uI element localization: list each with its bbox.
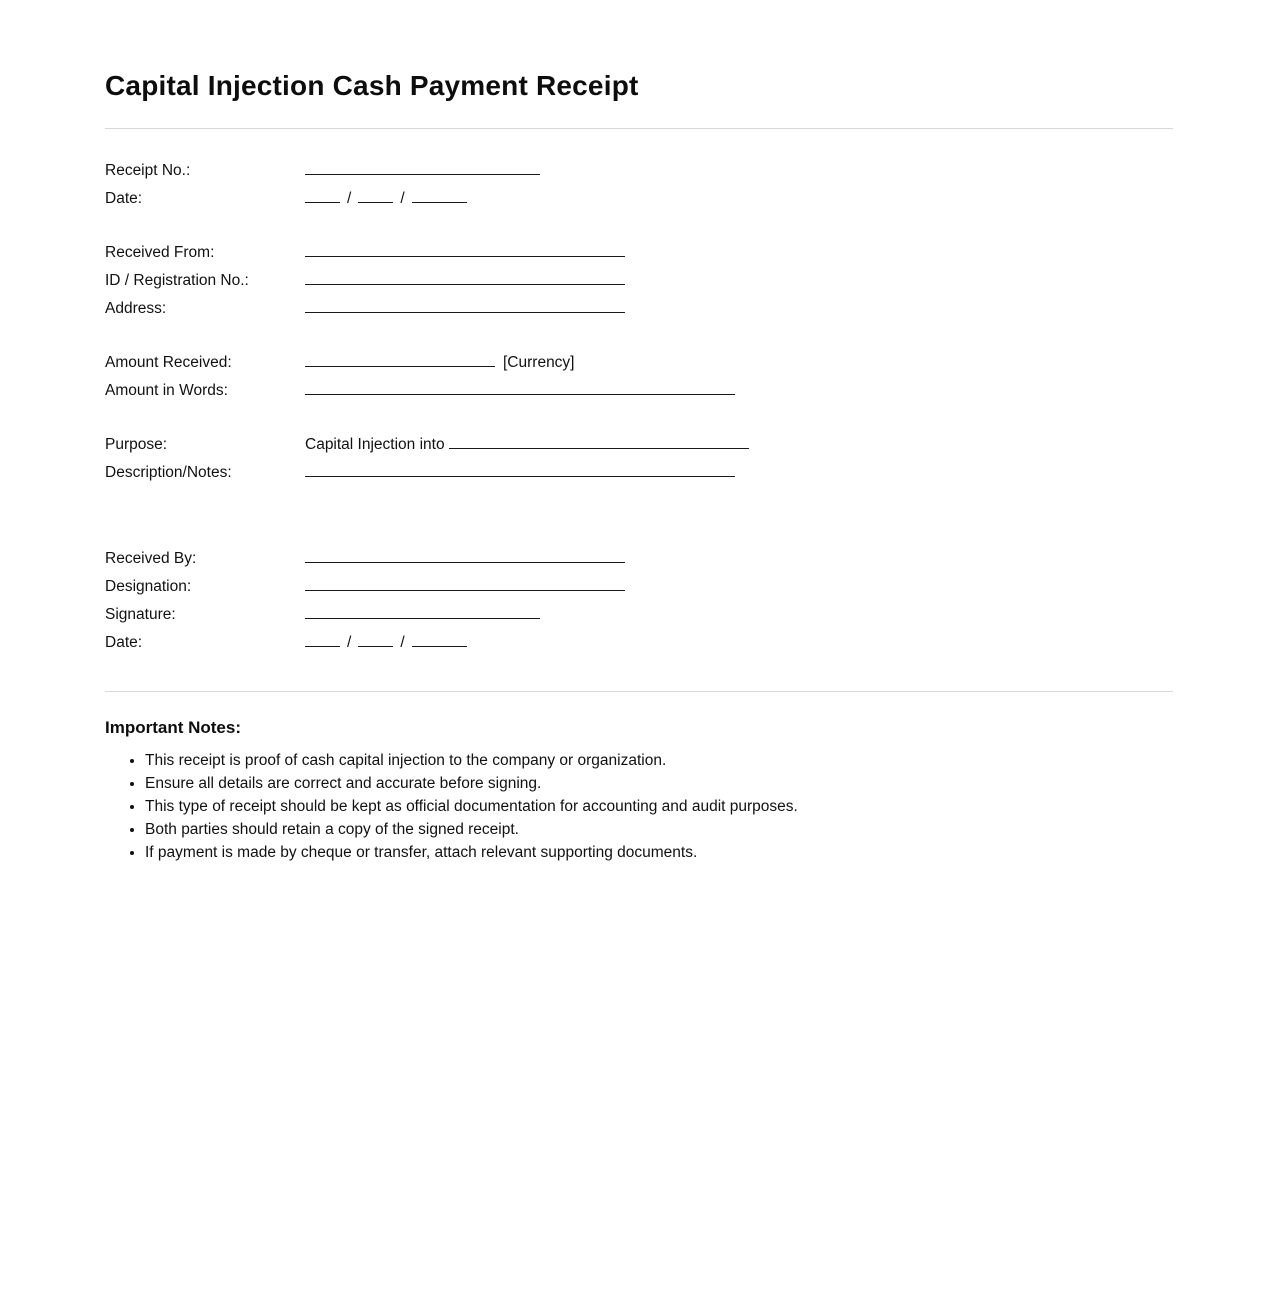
list-item: • This type of receipt should be kept as official documentation for accounting and audit purposes. <box>145 796 1173 817</box>
field-row-address <box>105 295 1173 323</box>
amount-in-words-blank-line[interactable] <box>305 379 735 395</box>
purpose-value[interactable] <box>305 431 749 459</box>
designation-label: Designation: <box>105 578 192 595</box>
id-registration-blank-line[interactable] <box>305 269 625 285</box>
purpose-prefix-text: Capital Injection into <box>305 436 445 453</box>
spacer-2 <box>105 323 1173 349</box>
receipt-no-value[interactable] <box>305 157 540 185</box>
date-value[interactable] <box>305 185 467 213</box>
id-registration-value[interactable] <box>305 267 625 295</box>
address-label: Address: <box>105 300 167 317</box>
receipt-no-blank-line[interactable] <box>305 159 540 175</box>
signature-date-separator-2: / <box>400 634 405 651</box>
currency-placeholder: [Currency] <box>503 354 575 371</box>
field-row-designation <box>105 573 1173 601</box>
field-row-received-by <box>105 545 1173 573</box>
signature-date-separator-1: / <box>347 634 352 651</box>
notes-divider <box>105 691 1173 692</box>
list-item: • This receipt is proof of cash capital injection to the company or organization. <box>145 750 1173 771</box>
amount-in-words-value[interactable] <box>305 377 735 405</box>
purpose-label: Purpose: <box>105 436 168 453</box>
field-row-amount-in-words <box>105 377 1173 405</box>
received-by-label: Received By: <box>105 550 197 567</box>
designation-blank-line[interactable] <box>305 575 625 591</box>
receipt-no-label: Receipt No.: <box>105 162 191 179</box>
date-day-blank[interactable] <box>305 187 340 203</box>
notes-title: Important Notes: <box>105 718 241 737</box>
signature-date-year-blank[interactable] <box>412 631 467 647</box>
field-row-received-from <box>105 239 1173 267</box>
spacer-1 <box>105 213 1173 239</box>
field-row-receipt-no <box>105 157 1173 185</box>
signature-date-day-blank[interactable] <box>305 631 340 647</box>
signature-value[interactable] <box>305 601 540 629</box>
purpose-blank-line[interactable] <box>449 433 749 449</box>
description-blank-line[interactable] <box>305 461 735 477</box>
list-item: • Both parties should retain a copy of the signed receipt. <box>145 819 1173 840</box>
amount-received-value[interactable] <box>305 349 575 377</box>
received-from-label: Received From: <box>105 244 215 261</box>
designation-value[interactable] <box>305 573 625 601</box>
notes-list <box>105 750 1173 863</box>
received-by-value[interactable] <box>305 545 625 573</box>
field-row-id-registration <box>105 267 1173 295</box>
spacer-4 <box>105 487 1173 545</box>
field-row-date <box>105 185 1173 213</box>
amount-received-blank-line[interactable] <box>305 351 495 367</box>
title-divider <box>105 128 1173 129</box>
date-year-blank[interactable] <box>412 187 467 203</box>
spacer-3 <box>105 405 1173 431</box>
received-by-blank-line[interactable] <box>305 547 625 563</box>
receipt-fields <box>105 157 1173 657</box>
field-row-purpose <box>105 431 1173 459</box>
amount-received-label: Amount Received: <box>105 354 232 371</box>
amount-in-words-label: Amount in Words: <box>105 382 228 399</box>
signature-date-label: Date: <box>105 634 143 651</box>
important-notes-section <box>105 718 1173 863</box>
signature-blank-line[interactable] <box>305 603 540 619</box>
date-separator-2: / <box>400 190 405 207</box>
id-registration-label: ID / Registration No.: <box>105 272 249 289</box>
date-separator-1: / <box>347 190 352 207</box>
list-item: • Ensure all details are correct and accurate before signing. <box>145 773 1173 794</box>
address-blank-line[interactable] <box>305 297 625 313</box>
field-row-signature-date <box>105 629 1173 657</box>
field-row-signature <box>105 601 1173 629</box>
field-row-description <box>105 459 1173 487</box>
address-value[interactable] <box>305 295 625 323</box>
signature-date-value[interactable] <box>305 629 467 657</box>
received-from-value[interactable] <box>305 239 625 267</box>
page-title: Capital Injection Cash Payment Receipt <box>105 70 639 101</box>
received-from-blank-line[interactable] <box>305 241 625 257</box>
list-item: • If payment is made by cheque or transfer, attach relevant supporting documents. <box>145 842 1173 863</box>
signature-date-month-blank[interactable] <box>358 631 393 647</box>
description-label: Description/Notes: <box>105 464 232 481</box>
description-value[interactable] <box>305 459 735 487</box>
date-month-blank[interactable] <box>358 187 393 203</box>
date-label: Date: <box>105 190 143 207</box>
field-row-amount-received <box>105 349 1173 377</box>
signature-label: Signature: <box>105 606 176 623</box>
